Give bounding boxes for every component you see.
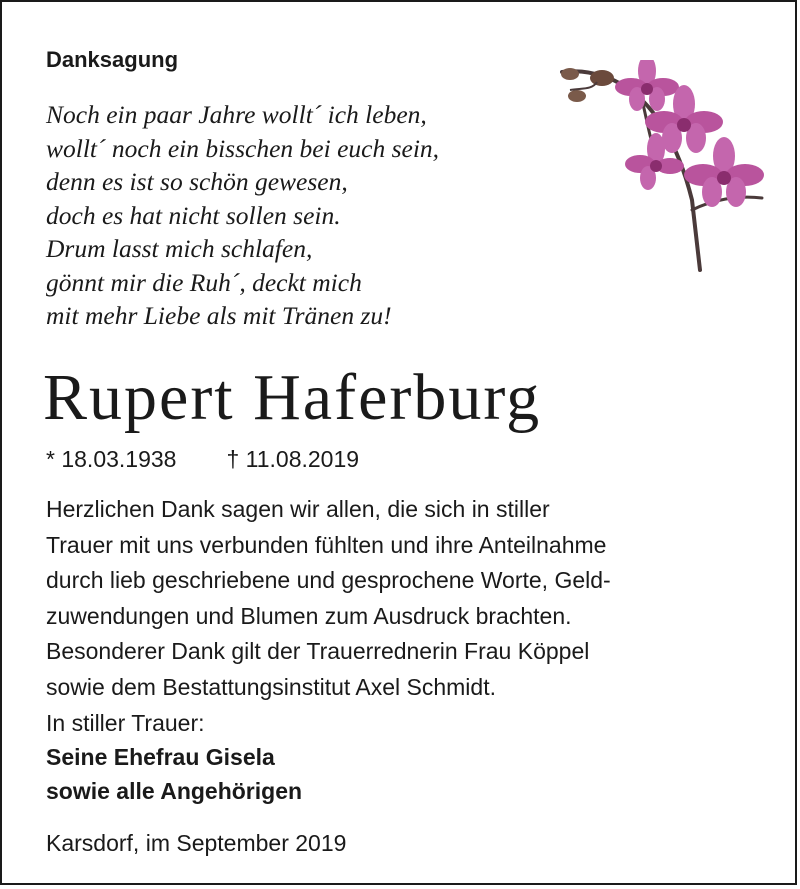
body-line: Trauer mit uns verbunden fühlten und ihre Anteilnahme xyxy=(46,531,607,558)
poem-line: Drum lasst mich schlafen, xyxy=(46,234,313,263)
birth-date: * 18.03.1938 xyxy=(46,446,177,472)
poem-line: gönnt mir die Ruh´, deckt mich xyxy=(46,267,362,297)
body-line: sowie dem Bestattungsinstitut Axel Schmidt. xyxy=(46,673,496,700)
mourning-intro: In stiller Trauer: xyxy=(46,710,205,736)
body-line: Herzlichen Dank sagen wir allen, die sich in stiller xyxy=(46,496,550,522)
poem-line: wollt´ noch ein bisschen bei euch sein, xyxy=(46,133,440,163)
mourners-block xyxy=(46,706,302,808)
mourner-line: sowie alle Angehörigen xyxy=(46,778,303,804)
life-dates xyxy=(46,444,359,474)
poem xyxy=(46,98,439,333)
body-line: Besonderer Dank gilt der Trauerrednerin Frau Köppel xyxy=(46,638,590,665)
heading: Danksagung xyxy=(46,47,179,72)
poem-line: mit mehr Liebe als mit Tränen zu! xyxy=(46,301,392,330)
mourner-line: Seine Ehefrau Gisela xyxy=(46,744,275,770)
deceased-name: Rupert Haferburg xyxy=(43,361,542,434)
poem-line: denn es ist so schön gewesen, xyxy=(46,167,348,196)
thank-you-text xyxy=(46,492,611,706)
poem-line: doch es hat nicht sollen sein. xyxy=(46,200,341,230)
place-and-date: Karsdorf, im September 2019 xyxy=(46,830,347,856)
orchid-image xyxy=(552,60,772,280)
body-line: durch lieb geschriebene und gesprochene Worte, Geld- xyxy=(46,567,611,594)
poem-line: Noch ein paar Jahre wollt´ ich leben, xyxy=(46,100,427,129)
body-line: zuwendungen und Blumen zum Ausdruck brachten. xyxy=(46,602,572,629)
death-date: † 11.08.2019 xyxy=(226,446,360,472)
